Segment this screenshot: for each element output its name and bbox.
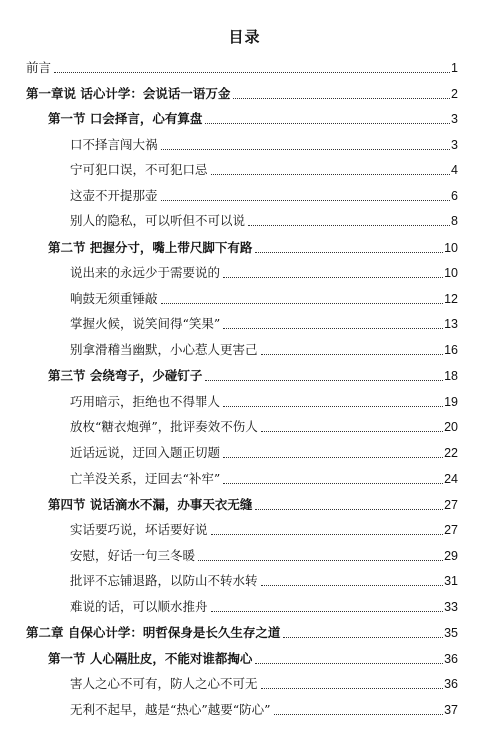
toc-subsection-entry[interactable] bbox=[70, 186, 458, 206]
toc-section-entry[interactable] bbox=[48, 109, 458, 129]
toc-section-entry[interactable] bbox=[48, 366, 458, 386]
toc-page-number: 8 bbox=[451, 214, 458, 228]
toc-section-entry[interactable] bbox=[48, 495, 458, 515]
toc-entry-text: 第一节 口会择言，心有算盘 bbox=[48, 111, 203, 126]
toc-preface-entry[interactable] bbox=[26, 58, 458, 78]
toc-page-number: 37 bbox=[444, 703, 458, 717]
toc-page-number: 18 bbox=[444, 369, 458, 383]
toc-entry-text: 第三节 会绕弯子，少碰钉子 bbox=[48, 368, 203, 383]
toc-page-number: 27 bbox=[444, 498, 458, 512]
toc-subsection-entry[interactable] bbox=[70, 263, 458, 283]
toc-subsection-entry[interactable] bbox=[70, 700, 458, 720]
toc-subsection-entry[interactable] bbox=[70, 417, 458, 437]
toc-subsection-entry[interactable] bbox=[70, 546, 458, 566]
toc-entry-text: 第一章说 话心计学：会说话一语万金 bbox=[26, 86, 231, 101]
toc-page-number: 27 bbox=[444, 523, 458, 537]
toc-entry-text: 无利不起早，越是“热心”越要“防心” bbox=[70, 702, 271, 717]
toc-page-number: 1 bbox=[451, 61, 458, 75]
dot-leader bbox=[261, 354, 444, 355]
toc-page-number: 6 bbox=[451, 189, 458, 203]
toc-entry-text: 别人的隐私，可以听但不可以说 bbox=[70, 213, 246, 228]
toc-entry-text: 巧用暗示，拒绝也不得罪人 bbox=[70, 394, 221, 409]
dot-leader bbox=[54, 72, 450, 73]
dot-leader bbox=[261, 431, 443, 432]
dot-leader bbox=[255, 509, 443, 510]
toc-entry-text: 难说的话，可以顺水推舟 bbox=[70, 599, 208, 614]
toc-page-number: 24 bbox=[444, 472, 458, 486]
dot-leader bbox=[161, 200, 451, 201]
dot-leader bbox=[205, 123, 450, 124]
toc-chapter-entry[interactable] bbox=[26, 623, 458, 643]
toc-page-number: 10 bbox=[444, 241, 458, 255]
dot-leader bbox=[223, 457, 443, 458]
toc-subsection-entry[interactable] bbox=[70, 211, 458, 231]
toc-entry-text: 掌握火候，说笑间得“笑果” bbox=[70, 316, 221, 331]
dot-leader bbox=[211, 174, 451, 175]
toc-subsection-entry[interactable] bbox=[70, 289, 458, 309]
dot-leader bbox=[274, 714, 444, 715]
dot-leader bbox=[223, 406, 443, 407]
dot-leader bbox=[261, 585, 444, 586]
dot-leader bbox=[161, 303, 444, 304]
dot-leader bbox=[205, 380, 443, 381]
toc-entry-text: 别拿滑稽当幽默，小心惹人更害己 bbox=[70, 342, 258, 357]
toc-entry-text: 第二节 把握分寸，嘴上带尺脚下有路 bbox=[48, 240, 253, 255]
dot-leader bbox=[211, 534, 444, 535]
toc-subsection-entry[interactable] bbox=[70, 314, 458, 334]
toc-page-number: 35 bbox=[444, 626, 458, 640]
toc-entry-text: 亡羊没关系，迂回去“补牢” bbox=[70, 471, 221, 486]
dot-leader bbox=[223, 483, 443, 484]
dot-leader bbox=[211, 611, 444, 612]
toc-page-number: 22 bbox=[444, 446, 458, 460]
toc-page-number: 36 bbox=[444, 652, 458, 666]
dot-leader bbox=[255, 663, 443, 664]
toc-page-number: 4 bbox=[451, 163, 458, 177]
toc-entry-text: 第二章 自保心计学：明哲保身是长久生存之道 bbox=[26, 625, 281, 640]
toc-entry-text: 说出来的永远少于需要说的 bbox=[70, 265, 221, 280]
dot-leader bbox=[233, 98, 450, 99]
toc-page-number: 3 bbox=[451, 138, 458, 152]
toc-subsection-entry[interactable] bbox=[70, 135, 458, 155]
dot-leader bbox=[198, 560, 443, 561]
toc-subsection-entry[interactable] bbox=[70, 597, 458, 617]
dot-leader bbox=[283, 637, 443, 638]
toc-subsection-entry[interactable] bbox=[70, 443, 458, 463]
toc-page-number: 16 bbox=[444, 343, 458, 357]
toc-page-number: 2 bbox=[451, 87, 458, 101]
toc-subsection-entry[interactable] bbox=[70, 674, 458, 694]
toc-subsection-entry[interactable] bbox=[70, 520, 458, 540]
dot-leader bbox=[255, 252, 443, 253]
toc-entry-text: 前言 bbox=[26, 60, 52, 75]
toc-chapter-entry[interactable] bbox=[26, 84, 458, 104]
toc-entry-text: 第四节 说话滴水不漏，办事天衣无缝 bbox=[48, 497, 253, 512]
dot-leader bbox=[223, 328, 443, 329]
toc-entry-text: 近话远说，迂回入题正切题 bbox=[70, 445, 221, 460]
dot-leader bbox=[248, 225, 450, 226]
toc-entry-text: 响鼓无须重锤敲 bbox=[70, 291, 158, 306]
toc-section-entry[interactable] bbox=[48, 649, 458, 669]
toc-entry-text: 实话要巧说，坏话要好说 bbox=[70, 522, 208, 537]
toc-entry-text: 害人之心不可有，防人之心不可无 bbox=[70, 676, 258, 691]
toc-entry-text: 安慰，好话一句三冬暖 bbox=[70, 548, 196, 563]
toc-page-number: 19 bbox=[444, 395, 458, 409]
toc-entry-text: 口不择言闯大祸 bbox=[70, 137, 158, 152]
toc-page-number: 31 bbox=[444, 574, 458, 588]
toc-page-number: 33 bbox=[444, 600, 458, 614]
dot-leader bbox=[161, 149, 451, 150]
toc-subsection-entry[interactable] bbox=[70, 160, 458, 180]
dot-leader bbox=[223, 277, 443, 278]
toc-subsection-entry[interactable] bbox=[70, 340, 458, 360]
toc-page-number: 12 bbox=[444, 292, 458, 306]
toc-entry-text: 第一节 人心隔肚皮，不能对谁都掏心 bbox=[48, 651, 253, 666]
toc-subsection-entry[interactable] bbox=[70, 392, 458, 412]
toc-entry-text: 批评不忘铺退路，以防山不转水转 bbox=[70, 573, 258, 588]
toc-page-number: 3 bbox=[451, 112, 458, 126]
toc-subsection-entry[interactable] bbox=[70, 469, 458, 489]
toc-page-number: 13 bbox=[444, 317, 458, 331]
toc-entry-text: 宁可犯口误，不可犯口忌 bbox=[70, 162, 208, 177]
toc-page-number: 29 bbox=[444, 549, 458, 563]
page-title: 目录 bbox=[228, 28, 261, 46]
toc-page-number: 20 bbox=[444, 420, 458, 434]
dot-leader bbox=[261, 688, 444, 689]
toc-page-number: 10 bbox=[444, 266, 458, 280]
toc-section-entry[interactable] bbox=[48, 238, 458, 258]
toc-entry-text: 放枚“糖衣炮弹”，批评奏效不伤人 bbox=[70, 419, 258, 434]
toc-page-number: 36 bbox=[444, 677, 458, 691]
toc-entry-text: 这壶不开提那壶 bbox=[70, 188, 158, 203]
toc-subsection-entry[interactable] bbox=[70, 571, 458, 591]
